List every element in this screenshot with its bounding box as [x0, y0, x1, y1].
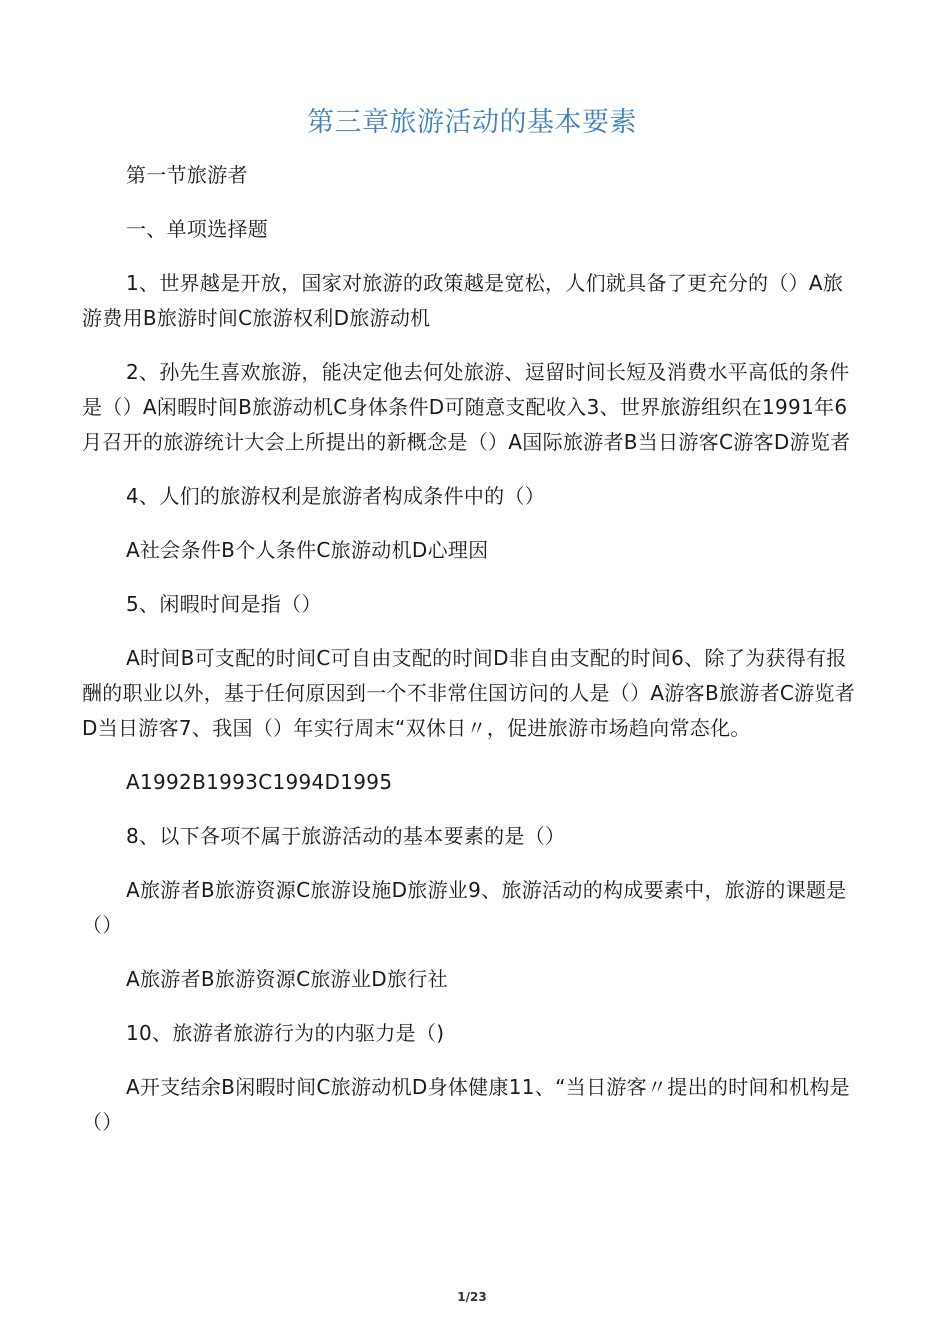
question-paragraph: A时间B可支配的时间C可自由支配的时间D非自由支配的时间6、除了为获得有报酬的职业以外，基于任何原因到一个不非常住国访问的人是（）A游客B旅游者C游览者D当日游客7、我国（）年实行周末“双休日〃，促进旅游市场趋向常态化。 — [82, 646, 856, 740]
question-paragraph: 4、人们的旅游权利是旅游者构成条件中的（） — [126, 484, 546, 508]
document-body — [82, 158, 862, 1159]
answer-options: A社会条件B个人条件C旅游动机D心理因 — [126, 538, 489, 562]
answer-options: A1992B1993C1994D1995 — [126, 770, 393, 794]
chapter-title: 第三章旅游活动的基本要素 — [307, 107, 637, 138]
question-paragraph: 8、以下各项不属于旅游活动的基本要素的是（） — [126, 824, 566, 848]
answer-options: A旅游者B旅游资源C旅游业D旅行社 — [126, 967, 448, 991]
question-paragraph: 5、闲暇时间是指（） — [126, 592, 322, 616]
question-paragraph: A旅游者B旅游资源C旅游设施D旅游业9、旅游活动的构成要素中，旅游的课题是（） — [82, 878, 847, 937]
question-paragraph: 10、旅游者旅游行为的内驱力是（) — [126, 1021, 445, 1045]
page-number: 1/23 — [457, 1290, 487, 1304]
question-paragraph: 2、孙先生喜欢旅游，能决定他去何处旅游、逗留时间长短及消费水平高低的条件是（）A闲暇时间B旅游动机C身体条件D可随意支配收入3、世界旅游组织在1991年6月召开的旅游统计大会上所提出的新概念是（）A国际旅游者B当日游客C游客D游览者 — [82, 360, 851, 454]
question-type-heading: 一、单项选择题 — [126, 217, 269, 241]
question-paragraph: 1、世界越是开放，国家对旅游的政策越是宽松，人们就具备了更充分的（）A旅游费用B旅游时间C旅游权利D旅游动机 — [82, 271, 844, 330]
section-heading: 第一节旅游者 — [126, 163, 248, 187]
question-paragraph: A开支结余B闲暇时间C旅游动机D身体健康11、“当日游客〃提出的时间和机构是（） — [82, 1075, 850, 1134]
